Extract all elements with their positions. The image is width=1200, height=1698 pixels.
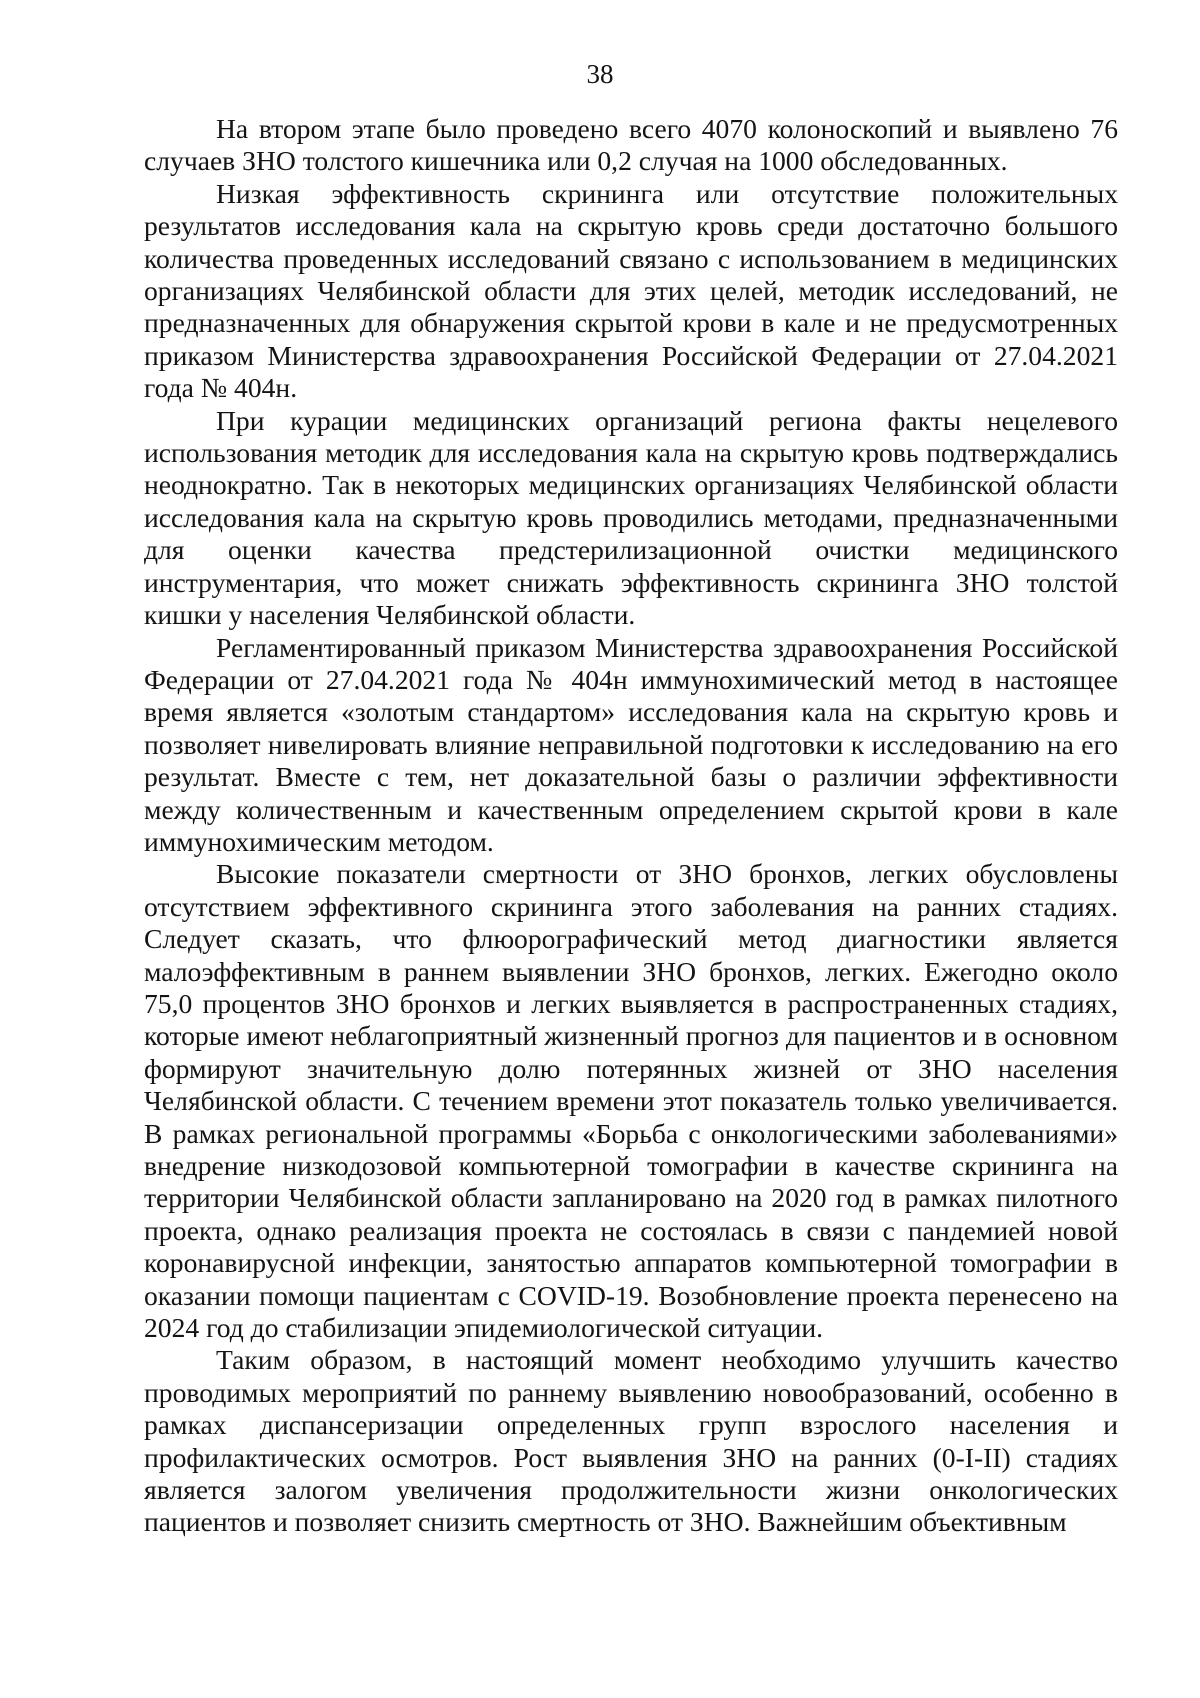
page-number: 38 bbox=[586, 59, 614, 89]
paragraph-immunochemical-method: Регламентированный приказом Министерства здравоохранения Российской Федерации от 27.04.2021 года № 404н иммунохимический метод в настоящее время является «золотым стандартом» исследования кала на скрытую кровь и позволяет нивелировать влияние неправильной подготовки к исследованию на его результат. Вместе с тем, нет доказательной базы о различии эффективности между количественным и качественным определением скрытой крови в кале иммунохимическим методом. bbox=[144, 631, 1118, 857]
paragraph-low-screening-efficiency: Низкая эффективность скрининга или отсутствие положительных результатов исследования кала на скрытую кровь среди достаточно большого количества проведенных исследований связано с использованием в медицинских организациях Челябинской области для этих целей, методик исследований, не предназначенных для обнаружения скрытой крови в кале и не предусмотренных приказом Министерства здравоохранения Российской Федерации от 27.04.2021 года № 404н. bbox=[144, 177, 1118, 404]
paragraph-colonoscopy-results: На втором этапе было проведено всего 4070 колоноскопий и выявлено 76 случаев ЗНО толстого кишечника или 0,2 случая на 1000 обследованных. bbox=[144, 113, 1118, 177]
paragraph-lung-cancer-mortality: Высокие показатели смертности от ЗНО бронхов, легких обусловлены отсутствием эффективного скрининга этого заболевания на ранних стадиях. Следует сказать, что флюорографический метод диагностики является малоэффективным в раннем выявлении ЗНО бронхов, легких. Ежегодно около 75,0 процентов ЗНО бронхов и легких выявляется в распространенных стадиях, которые имеют неблагоприятный жизненный прогноз для пациентов и в основном формируют значительную долю потерянных жизней от ЗНО населения Челябинской области. С течением времени этот показатель только увеличивается. В рамках региональной программы «Борьба с онкологическими заболеваниями» внедрение низкодозовой компьютерной томографии в качестве скрининга на территории Челябинской области запланировано на 2020 год в рамках пилотного проекта, однако реализация проекта не состоялась в связи с пандемией новой коронавирусной инфекции, занятостью аппаратов компьютерной томографии в оказании помощи пациентам с COVID-19. Возобновление проекта перенесено на 2024 год до стабилизации эпидемиологической ситуации. bbox=[144, 858, 1118, 1344]
document-body bbox=[144, 113, 1118, 1539]
paragraph-conclusion: Таким образом, в настоящий момент необходимо улучшить качество проводимых мероприятий по раннему выявлению новообразований, особенно в рамках диспансеризации определенных групп взрослого населения и профилактических осмотров. Рост выявления ЗНО на ранних (0-I-II) стадиях является залогом увеличения продолжительности жизни онкологических пациентов и позволяет снизить смертность от ЗНО. Важнейшим объективным bbox=[144, 1344, 1118, 1538]
paragraph-misuse-of-methods: При курации медицинских организаций региона факты нецелевого использования методик для исследования кала на скрытую кровь подтверждались неоднократно. Так в некоторых медицинских организациях Челябинской области исследования кала на скрытую кровь проводились методами, предназначенными для оценки качества предстерилизационной очистки медицинского инструментария, что может снижать эффективность скрининга ЗНО толстой кишки у населения Челябинской области. bbox=[144, 404, 1118, 631]
